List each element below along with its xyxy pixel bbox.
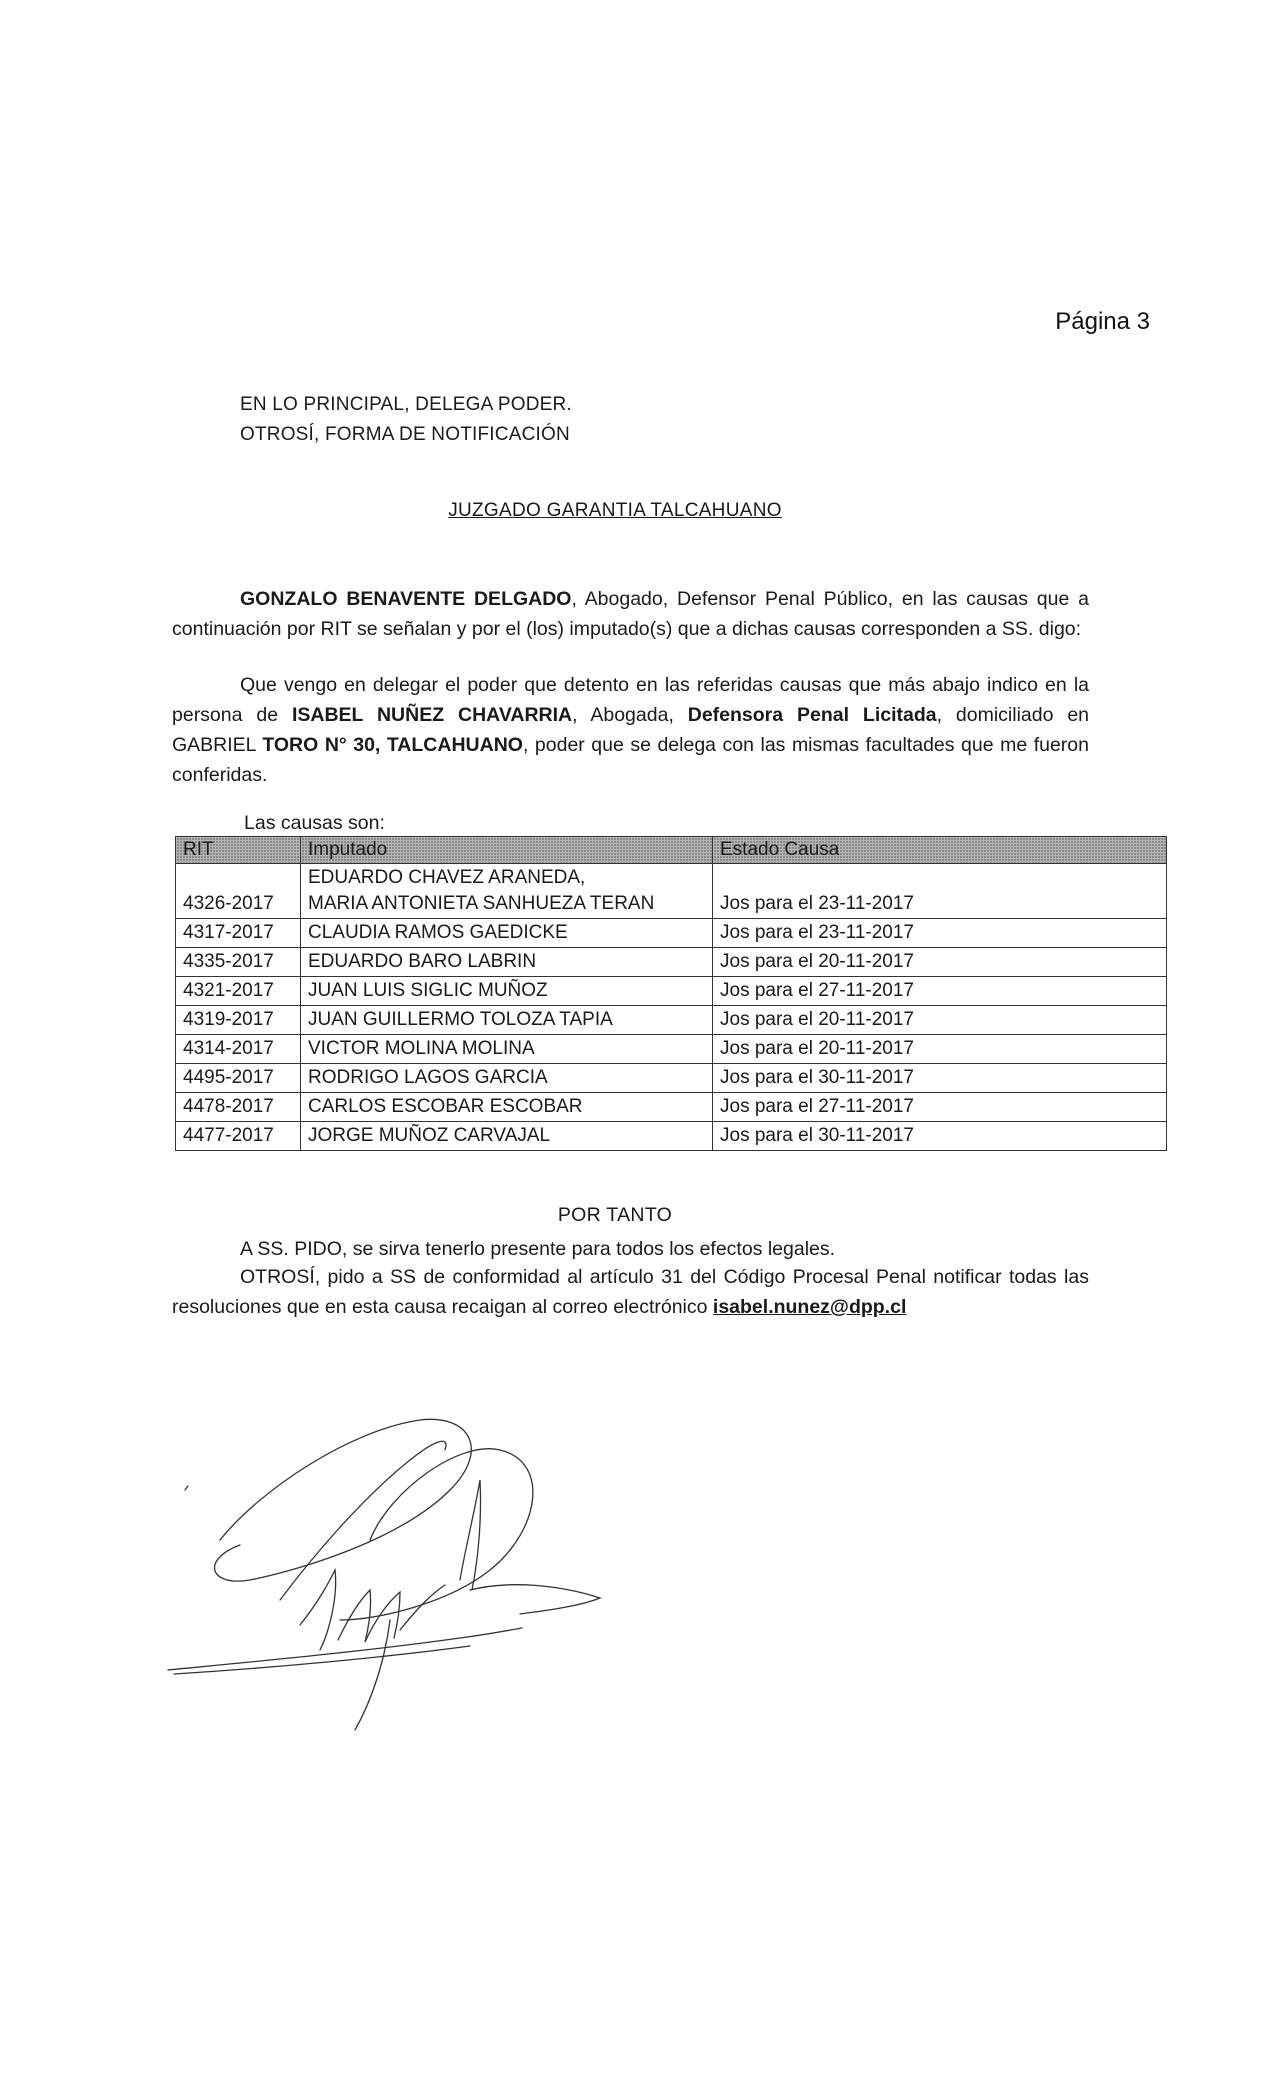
table-row <box>176 1006 1167 1035</box>
delegate-role: Defensora Penal Licitada <box>687 704 937 726</box>
header-imputado: Imputado <box>301 837 713 864</box>
table-row <box>176 1035 1167 1064</box>
delegation-text-1: Que vengo en delegar el poder que detento en las referidas causas que más abajo indico en la persona de <box>172 674 1089 726</box>
delegation-text-3: , domiciliado en GABRIEL <box>172 704 1090 756</box>
delegation-text-4: , poder que se delega con las mismas facultades que me fueron conferidas. <box>172 734 1089 786</box>
delegate-address: TORO N° 30, TALCAHUANO <box>262 734 523 756</box>
paragraph-delegation <box>172 670 1089 790</box>
cell-estado: Jos para el 20-11-2017 <box>713 1006 1167 1035</box>
cell-estado: Jos para el 27-11-2017 <box>713 977 1167 1006</box>
cell-imputado: JUAN LUIS SIGLIC MUÑOZ <box>301 977 713 1006</box>
causes-label: Las causas son: <box>244 812 385 834</box>
header-rit: RIT <box>176 837 301 864</box>
closing-request-text: A SS. PIDO, se sirva tenerlo presente para todos los efectos legales. <box>240 1238 836 1260</box>
cell-rit: 4495-2017 <box>176 1064 301 1093</box>
cell-estado: Jos para el 30-11-2017 <box>713 1122 1167 1151</box>
delegate-name: ISABEL NUÑEZ CHAVARRIA <box>291 704 573 726</box>
cell-imputado: CARLOS ESCOBAR ESCOBAR <box>301 1093 713 1122</box>
notification-email-link[interactable]: isabel.nunez@dpp.cl <box>712 1296 907 1318</box>
table-row <box>176 864 1167 919</box>
cell-rit: 4326-2017 <box>176 864 301 919</box>
closing-title: POR TANTO <box>557 1204 673 1226</box>
table-row <box>176 1064 1167 1093</box>
document-heading <box>240 390 572 450</box>
cell-rit: 4314-2017 <box>176 1035 301 1064</box>
cell-imputado: JUAN GUILLERMO TOLOZA TAPIA <box>301 1006 713 1035</box>
cell-estado: Jos para el 20-11-2017 <box>713 1035 1167 1064</box>
closing-otrosi-text: OTROSÍ, pido a SS de conformidad al artículo 31 del Código Procesal Penal notificar todas las resoluciones que en esta causa recaigan al correo electrónico <box>172 1266 1089 1318</box>
cell-imputado: JORGE MUÑOZ CARVAJAL <box>301 1122 713 1151</box>
cell-imputado <box>301 864 713 919</box>
cell-rit: 4321-2017 <box>176 977 301 1006</box>
cell-imputado: VICTOR MOLINA MOLINA <box>301 1035 713 1064</box>
cell-rit: 4317-2017 <box>176 919 301 948</box>
defender-name: GONZALO BENAVENTE DELGADO <box>240 588 572 610</box>
table-row <box>176 1122 1167 1151</box>
table-row <box>176 948 1167 977</box>
table-row <box>176 919 1167 948</box>
imputado-line: EDUARDO CHAVEZ ARANEDA, <box>308 867 586 888</box>
cell-rit: 4477-2017 <box>176 1122 301 1151</box>
table-header-row <box>176 837 1167 864</box>
cell-estado: Jos para el 23-11-2017 <box>713 919 1167 948</box>
court-name: JUZGADO GARANTIA TALCAHUANO <box>448 500 782 521</box>
cell-rit: 4319-2017 <box>176 1006 301 1035</box>
header-estado: Estado Causa <box>713 837 1167 864</box>
cell-estado: Jos para el 30-11-2017 <box>713 1064 1167 1093</box>
heading-line-principal: EN LO PRINCIPAL, DELEGA PODER. <box>240 394 572 415</box>
imputado-line: MARIA ANTONIETA SANHUEZA TERAN <box>308 893 655 914</box>
table-row <box>176 1093 1167 1122</box>
closing-otrosi <box>172 1262 1089 1322</box>
cell-imputado: EDUARDO BARO LABRIN <box>301 948 713 977</box>
delegation-text-2: , Abogada, <box>572 704 688 726</box>
closing-request <box>172 1234 1089 1264</box>
causes-table <box>175 836 1167 1151</box>
cell-estado: Jos para el 27-11-2017 <box>713 1093 1167 1122</box>
table-row <box>176 977 1167 1006</box>
paragraph-intro <box>172 584 1089 644</box>
handwritten-signature-icon <box>160 1380 620 1745</box>
paragraph-intro-text: , Abogado, Defensor Penal Público, en las causas que a continuación por RIT se señalan y por el (los) imputado(s) que a dichas causas corresponden a SS. digo: <box>172 588 1089 640</box>
cell-rit: 4478-2017 <box>176 1093 301 1122</box>
cell-rit: 4335-2017 <box>176 948 301 977</box>
cell-estado: Jos para el 20-11-2017 <box>713 948 1167 977</box>
cell-imputado: CLAUDIA RAMOS GAEDICKE <box>301 919 713 948</box>
page-number: Página 3 <box>1055 308 1150 335</box>
cell-imputado: RODRIGO LAGOS GARCIA <box>301 1064 713 1093</box>
heading-line-otrosi: OTROSÍ, FORMA DE NOTIFICACIÓN <box>240 424 570 445</box>
cell-estado: Jos para el 23-11-2017 <box>713 864 1167 919</box>
